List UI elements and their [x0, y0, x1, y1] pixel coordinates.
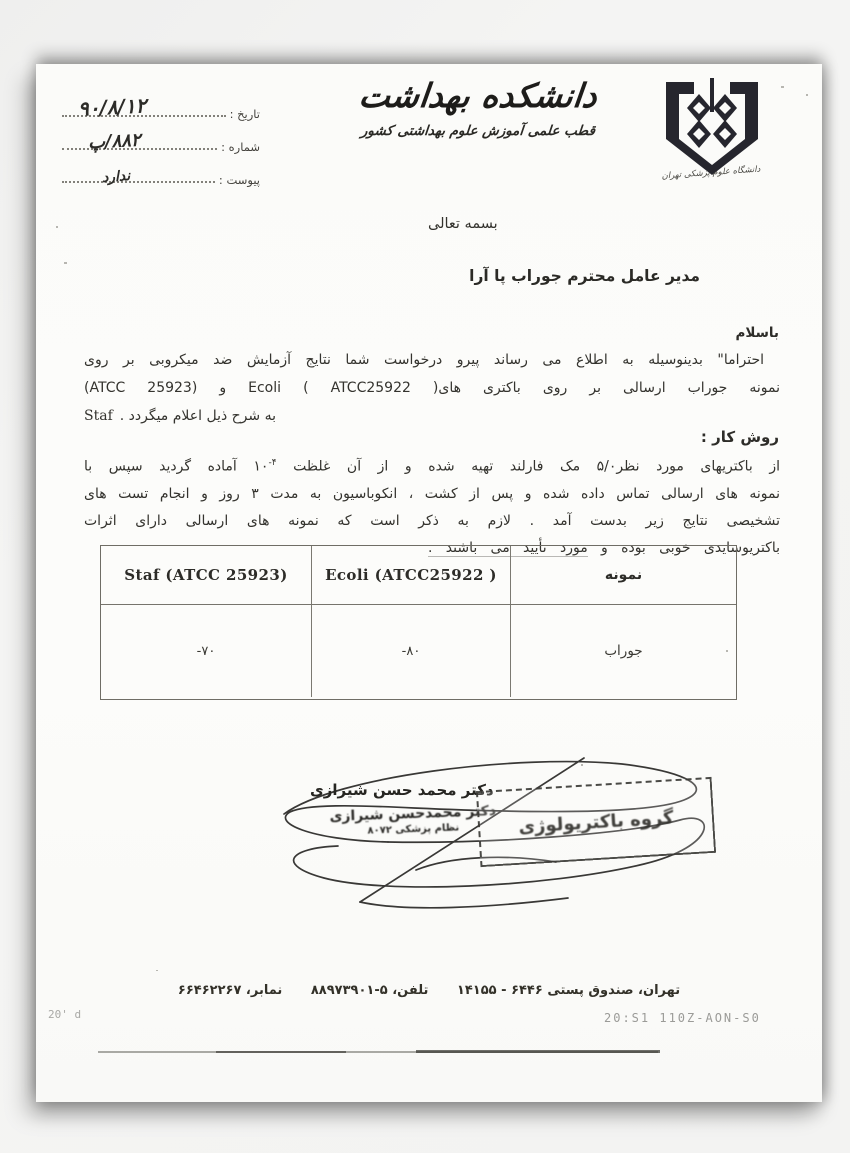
ecoli-value: -۸۰ — [312, 605, 511, 697]
number-row — [62, 121, 260, 154]
scan-speck — [64, 262, 67, 264]
dotted-line — [62, 180, 215, 183]
paragraph-1-line-2: نمونه جوراب ارسالی بر روی باکتری های( Ecoli ( ATCC25922 و (ATCC 25923) — [84, 380, 781, 396]
university-logo-icon — [662, 78, 762, 178]
results-table — [100, 545, 737, 700]
scan-speck — [806, 94, 808, 96]
besmele-line: بسمه تعالی — [428, 216, 498, 232]
staf-value: -۷۰ — [101, 605, 312, 697]
concentration-power — [253, 450, 276, 481]
letter-page — [36, 64, 822, 1102]
header-staf: Staf (ATCC 25923) — [101, 546, 312, 604]
footer-contact — [36, 983, 822, 998]
header-ecoli: Ecoli (ATCC25922 ) — [312, 546, 511, 604]
paragraph-2-line-3: تشخیصی نتایج زیر بدست آمد . لازم به ذکر است که نمونه های ارسالی دارای اثرات — [84, 512, 780, 529]
staf-word: Staf — [84, 408, 113, 424]
date-row — [62, 88, 260, 121]
org-subtitle: قطب علمی آموزش علوم بهداشتی کشور — [360, 123, 596, 139]
number-label: شماره : — [221, 140, 260, 154]
line4-start: باکتریوسایدی خوبی بوده و — [601, 539, 781, 556]
scan-speck — [581, 764, 583, 766]
scan-streak — [216, 1051, 346, 1053]
line1-post: آماده گردید سپس با — [84, 458, 237, 475]
paragraph-2-line-2: نمونه های ارسالی تماس داده شده و پس از کشت ، انکوباسیون به مدت ۳ روز و انجام تست های — [84, 485, 780, 502]
date-handwritten-value: ۹۰/۸/۱۲ — [77, 93, 147, 121]
organization-header — [328, 76, 628, 139]
paragraph-1 — [84, 346, 780, 430]
attachment-label: پیوست : — [218, 173, 260, 187]
line1-pre: از باکتریهای مورد نظر۵/۰ مک فارلند تهیه شده و از آن غلظت — [293, 458, 781, 475]
paragraph-1-line-3 — [84, 402, 780, 430]
org-title: دانشکده بهداشت — [357, 76, 599, 115]
footer-address: تهران، صندوق پستی ۶۴۴۶ - ۱۴۱۵۵ — [456, 983, 681, 998]
line4-underlined: مورد تأیید می باشند . — [428, 539, 588, 556]
personal-stamp-name: دکتر محمدحسن شیرازی — [329, 803, 497, 825]
signer-name: دکتر محمد حسن شیرازی — [310, 781, 494, 799]
table-row — [101, 605, 736, 697]
paragraph-1-line-1: احتراما" بدینوسیله به اطلاع می رساند پیرو درخواست شما نتایج آزمایش ضد میکروبی بر روی — [84, 352, 764, 368]
line-3-persian: به شرح ذیل اعلام میگردد . — [119, 408, 276, 424]
attachment-row — [62, 154, 260, 187]
power-base: ۱۰ — [253, 458, 269, 475]
fax-timestamp: 20:S1 110Z-AON-S0 — [604, 1011, 761, 1025]
personal-stamp — [328, 803, 499, 838]
number-handwritten-value: ۸۸۲/پ — [87, 129, 142, 154]
date-label: تاریخ : — [229, 107, 260, 121]
salutation-line: باسلام — [735, 325, 779, 341]
power-exponent: -۴ — [268, 458, 277, 468]
department-stamp — [476, 777, 716, 867]
department-stamp-text: گروه باکتریولوژی — [517, 806, 675, 838]
footer-fax: نمابر، ۶۶۴۶۲۲۶۷ — [177, 983, 283, 998]
personal-stamp-number: نظام پزشکی ۸۰۷۲ — [367, 822, 460, 837]
scan-streak — [416, 1050, 660, 1053]
attachment-handwritten-value: ندارد — [101, 168, 131, 186]
header-fields — [62, 88, 260, 187]
table-header-row — [101, 546, 736, 605]
scan-speck — [156, 970, 158, 971]
scan-speck — [726, 650, 728, 652]
footer-phone: تلفن، ۵-۸۸۹۷۳۹۰۱ — [310, 983, 429, 998]
logo-caption: دانشگاه علوم پزشکی تهران — [661, 164, 761, 182]
scan-speck — [56, 226, 58, 228]
header-sample: نمونه — [604, 567, 643, 583]
method-heading: روش کار : — [700, 428, 779, 446]
paragraph-2-line-1 — [84, 450, 780, 481]
sample-value: جوراب — [604, 643, 643, 659]
scan-speck — [781, 86, 784, 88]
recipient-line: مدیر عامل محترم جوراب پا آرا — [469, 267, 700, 285]
fax-page-mark: 20' d — [48, 1008, 82, 1021]
